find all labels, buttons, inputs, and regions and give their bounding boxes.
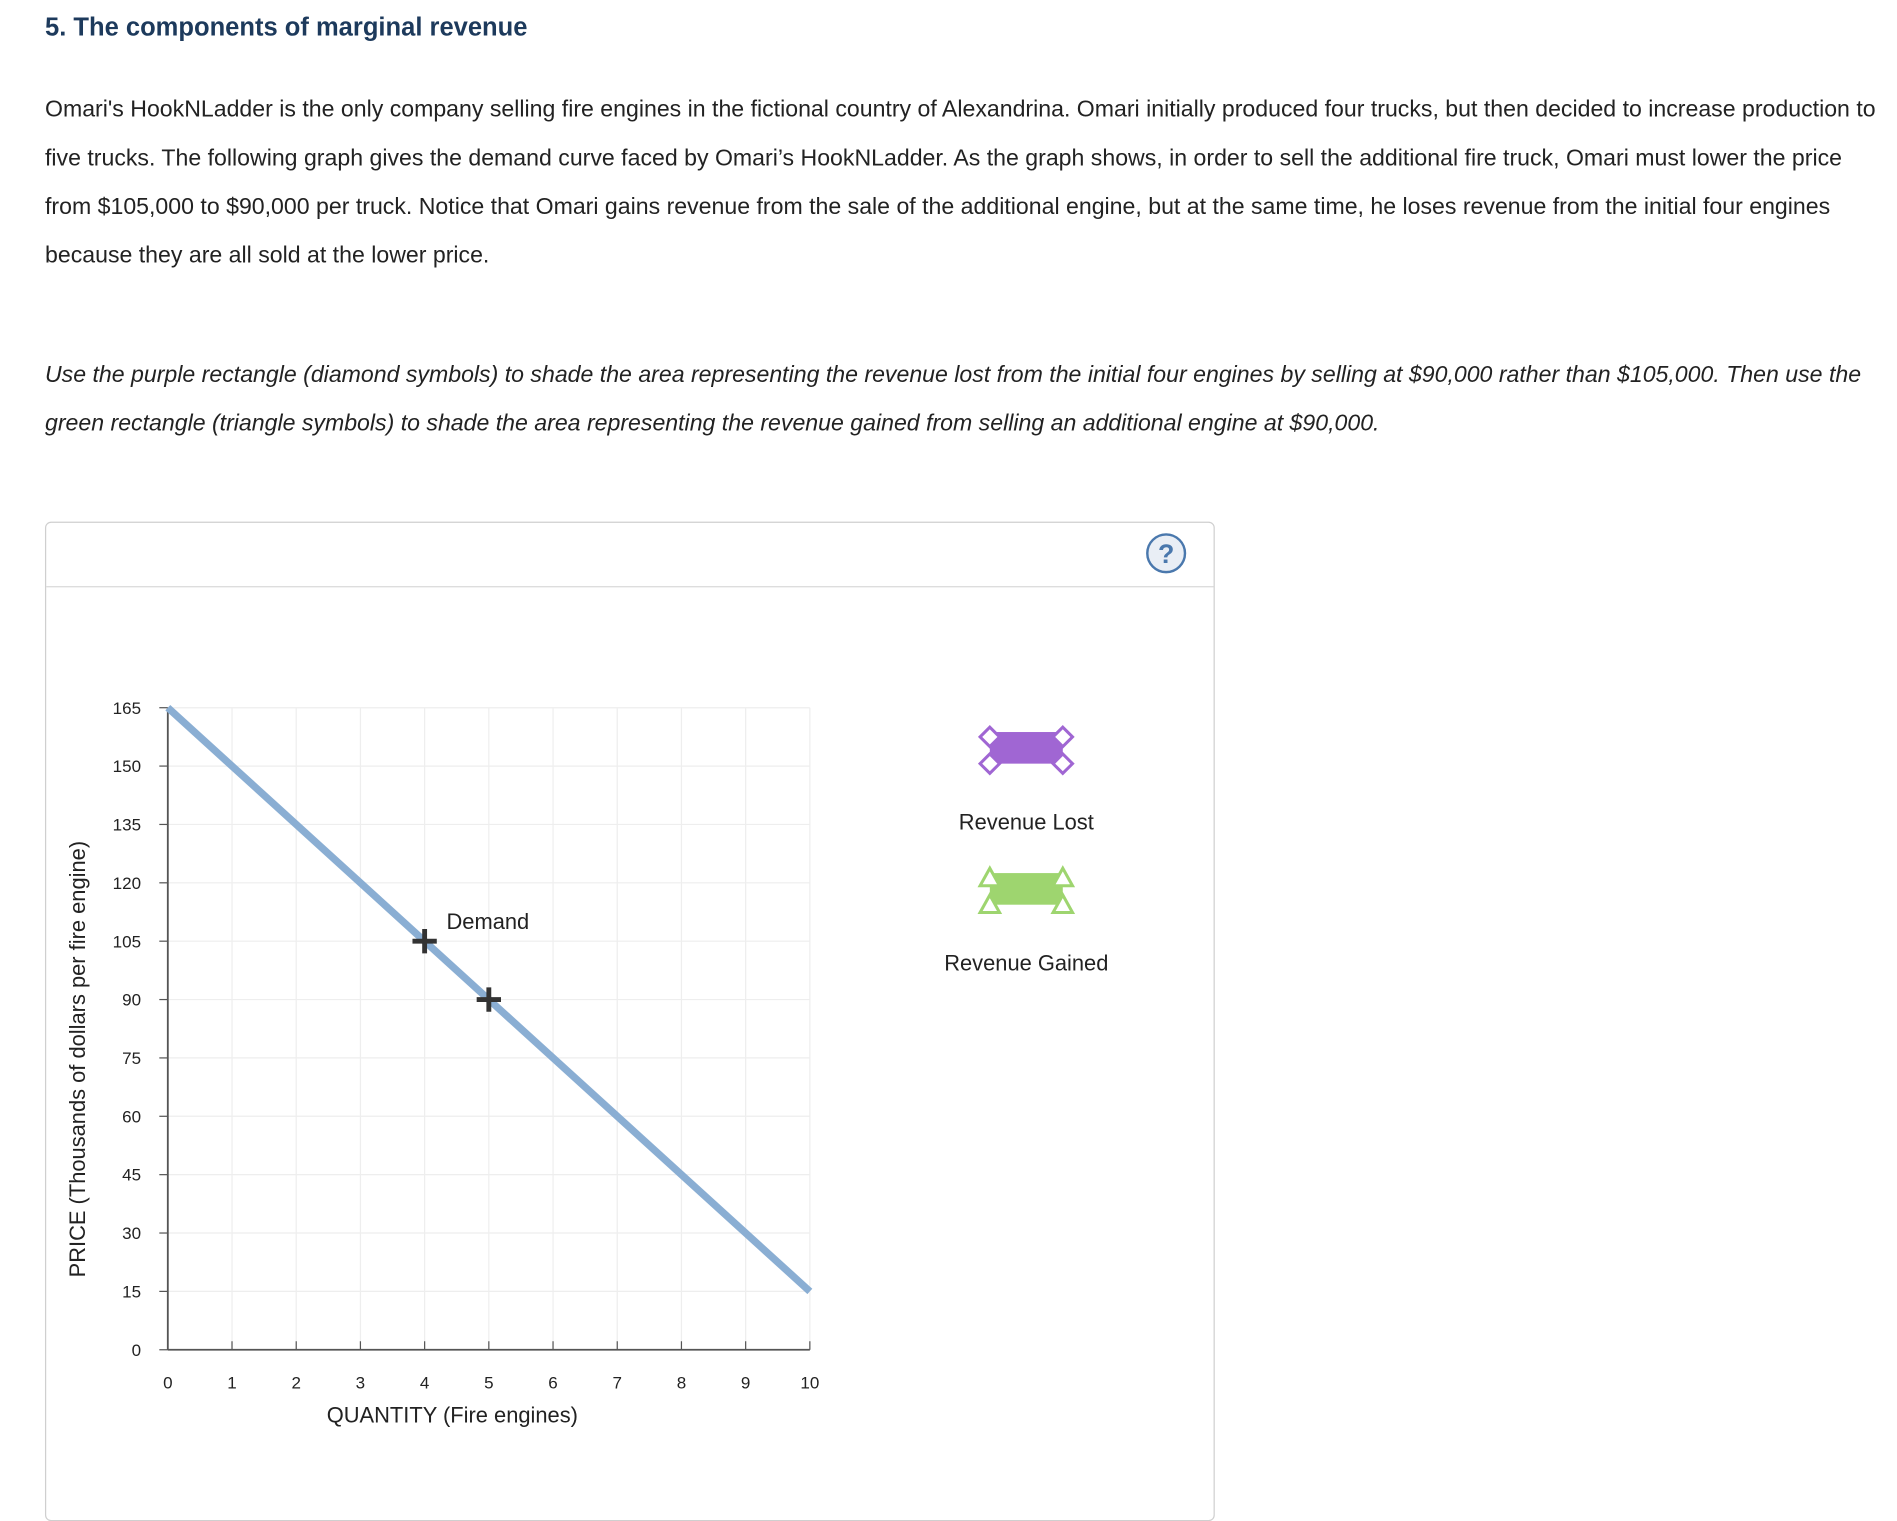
y-tick-label: 15: [122, 1282, 142, 1302]
revenue-lost-label: Revenue Lost: [958, 809, 1094, 835]
revenue-gained-label: Revenue Gained: [944, 950, 1109, 976]
y-tick-label: 120: [112, 873, 142, 893]
revenue-gained-tool[interactable]: [980, 868, 1072, 912]
chart: [46, 523, 1213, 1484]
intro-paragraph: Omari's HookNLadder is the only company selling fire engines in the fictional country of Alexandrina. Omari initially produced four trucks, but then decided to increase production to five trucks. The following graph gives the demand curve faced by Omari’s HookNLadder. As the graph shows, in order to sell the additional fire truck, Omari must lower the price from $105,000 to $90,000 per truck. Notice that Omari gains revenue from the sale of the additional engine, but at the same time, he loses revenue from the initial four engines because they are all sold at the lower price.: [44, 97, 1876, 269]
x-tick-label: 0: [163, 1373, 173, 1393]
revenue-lost-tool[interactable]: [980, 727, 1072, 773]
grid: [168, 708, 810, 1350]
instruction-paragraph: Use the purple rectangle (diamond symbols) to shade the area representing the revenue lost from the initial four engines by selling at $90,000 rather than $105,000. Then use the green rectangle (triangle symbols) to shade the area representing the revenue gained from selling an additional engine at $90,000.: [44, 362, 1862, 437]
x-axis-title: QUANTITY (Fire engines): [326, 1402, 578, 1428]
x-tick-label: 4: [419, 1373, 430, 1393]
x-tick-label: 2: [291, 1373, 301, 1393]
x-tick-label: 7: [612, 1373, 622, 1393]
axes: [159, 708, 810, 1350]
y-tick-label: 105: [112, 932, 142, 952]
x-tick-label: 1: [227, 1373, 237, 1393]
x-tick-label: 3: [355, 1373, 366, 1393]
x-tick-label: 6: [548, 1373, 558, 1393]
y-tick-label: 60: [122, 1107, 142, 1127]
y-tick-label: 135: [112, 815, 142, 835]
y-tick-label: 90: [122, 990, 142, 1010]
help-icon-label: ?: [1157, 539, 1175, 570]
y-tick-label: 165: [112, 698, 142, 718]
question-title: 5. The components of marginal revenue: [44, 13, 528, 42]
y-tick-label: 150: [112, 757, 142, 777]
revenue-gained-rect[interactable]: [990, 873, 1063, 905]
y-tick-label: 45: [122, 1165, 142, 1185]
demand-curve-label: Demand: [446, 909, 530, 935]
y-tick-label: 75: [122, 1049, 142, 1068]
y-axis-title: PRICE (Thousands of dollars per fire engine): [65, 840, 91, 1278]
x-tick-label: 9: [740, 1373, 751, 1393]
x-tick-label: 8: [676, 1373, 687, 1393]
x-tick-label: 10: [800, 1373, 820, 1393]
x-tick-label: 5: [484, 1373, 494, 1393]
y-tick-label: 30: [122, 1224, 142, 1244]
tick-labels: [113, 699, 820, 1393]
graph-panel: [45, 522, 1215, 1521]
y-tick-label: 0: [131, 1340, 142, 1360]
